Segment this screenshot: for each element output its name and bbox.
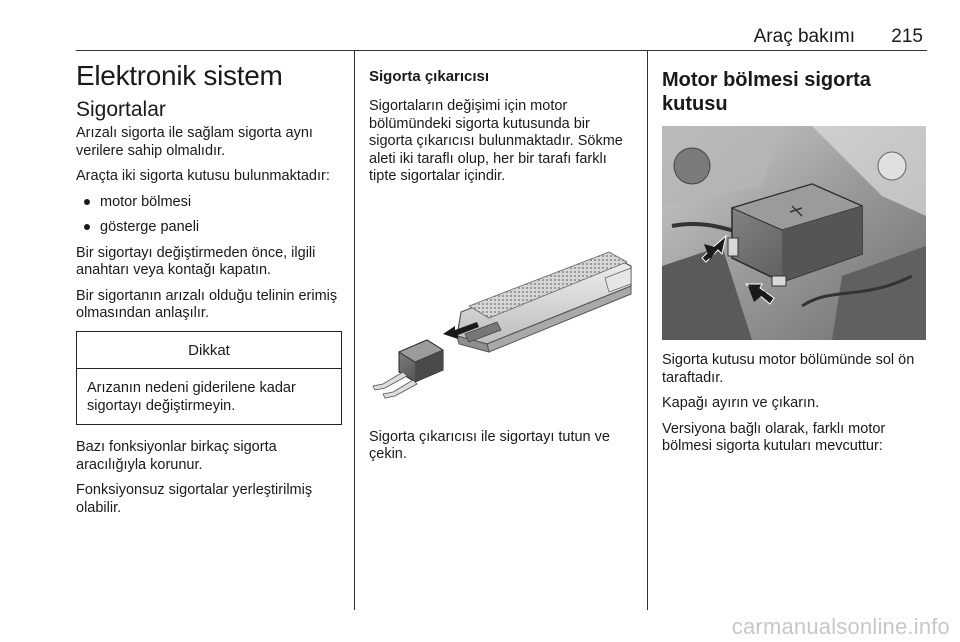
section-title: Araç bakımı [753, 26, 855, 47]
column-divider-2 [647, 50, 648, 610]
bullet-list [76, 194, 342, 237]
fuse-extractor-illustration [369, 194, 635, 429]
page-number: 215 [891, 26, 923, 47]
caution-title: Dikkat [77, 332, 341, 370]
caution-body: Arızanın nedeni giderilene kadar sigortayı değiştirmeyin. [87, 380, 296, 414]
chapter-title: Elektronik sistem [76, 60, 283, 91]
engine-fusebox-photo [662, 126, 926, 340]
paragraph: Sigorta kutusu motor bölümünde sol ön taraftadır. [662, 352, 915, 386]
header-rule [76, 50, 927, 51]
column-2 [369, 56, 635, 472]
paragraph: Versiyona bağlı olarak, farklı motor bölmesi sigorta kutuları mevcuttur: [662, 420, 886, 454]
column-3 [662, 56, 928, 464]
watermark: carmanualsonline.info [731, 614, 950, 639]
paragraph: Bir sigortanın arızalı olduğu telinin erimiş olmasından anlaşılır. [76, 287, 338, 321]
paragraph: Bir sigortayı değiştirmeden önce, ilgili anahtarı veya kontağı kapatın. [76, 244, 316, 278]
list-item: motor bölmesi [76, 194, 342, 212]
list-item: gösterge paneli [76, 219, 342, 237]
paragraph: Kapağı ayırın ve çıkarın. [662, 395, 820, 411]
page-header [76, 26, 927, 50]
column-divider-1 [354, 50, 355, 610]
section-heading: Motor bölmesi sigorta kutusu [662, 69, 871, 115]
caution-box [76, 331, 342, 426]
paragraph: Sigortaların değişimi için motor bölümündeki sigorta kutusunda bir sigorta çıkarıcısı bulunmaktadır. Sökme aleti iki taraflı olup, her bir tarafı farklı tipte sigortalar içindir. [369, 98, 623, 184]
section-heading: Sigortalar [76, 98, 166, 121]
column-1 [76, 56, 342, 525]
paragraph: Bazı fonksiyonlar birkaç sigorta aracılığıyla korunur. [76, 439, 277, 473]
paragraph: Arızalı sigorta ile sağlam sigorta aynı verilere sahip olmalıdır. [76, 125, 313, 159]
paragraph: Araçta iki sigorta kutusu bulunmaktadır: [76, 168, 330, 184]
section-heading: Sigorta çıkarıcısı [369, 68, 490, 85]
figure-caption: Sigorta çıkarıcısı ile sigortayı tutun ve çekin. [369, 428, 610, 462]
paragraph: Fonksiyonsuz sigortalar yerleştirilmiş olabilir. [76, 482, 313, 516]
